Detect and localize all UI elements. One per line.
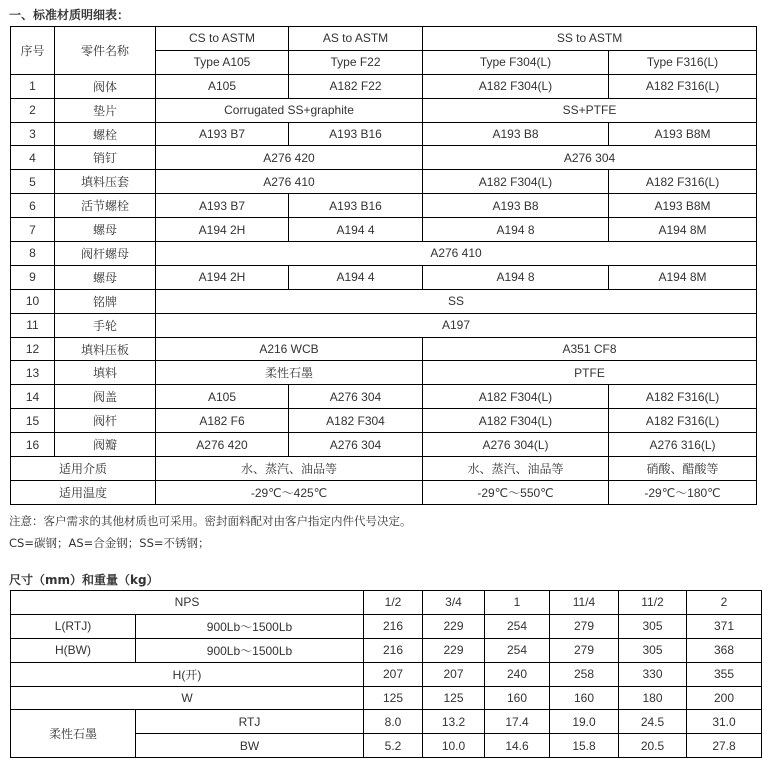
col-header-f22: Type F22: [289, 50, 423, 74]
value-cell: 14.6: [485, 734, 550, 758]
value-cell: 305: [619, 614, 687, 638]
l-rtj-class: 900Lb～1500Lb: [136, 614, 364, 638]
material-row: [11, 146, 757, 170]
row-number: 3: [11, 122, 55, 146]
value-cell: 8.0: [364, 710, 423, 734]
value-cell: 15.8: [550, 734, 619, 758]
material-cs-as: A276 420: [156, 146, 423, 170]
material-row: [11, 361, 757, 385]
value-cell: 355: [687, 662, 762, 686]
value-cell: 207: [364, 662, 423, 686]
material-ss304: A193 B8: [423, 122, 609, 146]
material-cs: A193 B7: [156, 122, 289, 146]
h-bw-row: [11, 638, 762, 662]
part-name: 阀瓣: [55, 433, 156, 457]
temp-label: 适用温度: [11, 480, 156, 504]
row-number: 10: [11, 289, 55, 313]
value-cell: 31.0: [687, 710, 762, 734]
col-header-cs: CS to ASTM: [156, 27, 289, 51]
row-number: 15: [11, 409, 55, 433]
graphite-rtj-row: [11, 710, 762, 734]
l-rtj-row: [11, 614, 762, 638]
dimensions-table: [10, 590, 762, 758]
note-line-1: 注意：客户需求的其他材质也可采用。密封面料配对由客户指定内件代号决定。: [9, 514, 412, 528]
material-row: [11, 385, 757, 409]
medium-ss304: 水、蒸汽、油品等: [423, 457, 609, 481]
col-header-a105: Type A105: [156, 50, 289, 74]
value-cell: 258: [550, 662, 619, 686]
size-cell: 1: [485, 591, 550, 615]
size-cell: 2: [687, 591, 762, 615]
row-number: 9: [11, 265, 55, 289]
temp-cs-as: -29℃～425℃: [156, 480, 423, 504]
material-row: [11, 98, 757, 122]
material-all: A276 410: [156, 242, 757, 266]
medium-ss316: 硝酸、醋酸等: [609, 457, 757, 481]
material-cs-as: A216 WCB: [156, 337, 423, 361]
h-open-label: H(开): [11, 662, 364, 686]
row-number: 6: [11, 194, 55, 218]
part-name: 填料: [55, 361, 156, 385]
material-as: A182 F304: [289, 409, 423, 433]
col-header-as: AS to ASTM: [289, 27, 423, 51]
part-name: 活节螺栓: [55, 194, 156, 218]
material-cs: A105: [156, 385, 289, 409]
size-cell: 11/4: [550, 591, 619, 615]
part-name: 螺母: [55, 218, 156, 242]
material-row: [11, 337, 757, 361]
material-all: A197: [156, 313, 757, 337]
material-row: [11, 122, 757, 146]
material-ss316: A182 F316(L): [609, 170, 757, 194]
value-cell: 207: [423, 662, 485, 686]
l-rtj-label: L(RTJ): [11, 614, 136, 638]
material-ss304: A193 B8: [423, 194, 609, 218]
part-name: 螺栓: [55, 122, 156, 146]
part-name: 铭牌: [55, 289, 156, 313]
material-ss304: A276 304(L): [423, 433, 609, 457]
value-cell: 180: [619, 686, 687, 710]
row-number: 14: [11, 385, 55, 409]
material-cs: A276 420: [156, 433, 289, 457]
material-row: [11, 170, 757, 194]
value-cell: 216: [364, 638, 423, 662]
value-cell: 279: [550, 638, 619, 662]
material-row: [11, 313, 757, 337]
material-ss316: A193 B8M: [609, 194, 757, 218]
value-cell: 371: [687, 614, 762, 638]
value-cell: 254: [485, 614, 550, 638]
h-bw-class: 900Lb～1500Lb: [136, 638, 364, 662]
part-name: 销钉: [55, 146, 156, 170]
material-row: [11, 265, 757, 289]
part-name: 阀体: [55, 74, 156, 98]
material-ss316: A182 F316(L): [609, 385, 757, 409]
material-ss304: A182 F304(L): [423, 409, 609, 433]
material-row: [11, 433, 757, 457]
material-as: A276 304: [289, 433, 423, 457]
material-row: [11, 409, 757, 433]
rtj-label: RTJ: [136, 710, 364, 734]
part-name: 填料压板: [55, 337, 156, 361]
material-as: A194 4: [289, 265, 423, 289]
section-title-dimensions: 尺寸（mm）和重量（kg）: [9, 573, 159, 587]
col-header-f304: Type F304(L): [423, 50, 609, 74]
w-row: [11, 686, 762, 710]
size-cell: 3/4: [423, 591, 485, 615]
value-cell: 27.8: [687, 734, 762, 758]
value-cell: 5.2: [364, 734, 423, 758]
h-bw-label: H(BW): [11, 638, 136, 662]
nps-row: [11, 591, 762, 615]
part-name: 阀杆螺母: [55, 242, 156, 266]
material-as: A193 B16: [289, 122, 423, 146]
part-name: 螺母: [55, 265, 156, 289]
material-ss: A351 CF8: [423, 337, 757, 361]
value-cell: 10.0: [423, 734, 485, 758]
material-all: SS: [156, 289, 757, 313]
material-ss304: A182 F304(L): [423, 74, 609, 98]
value-cell: 229: [423, 614, 485, 638]
value-cell: 216: [364, 614, 423, 638]
part-name: 阀盖: [55, 385, 156, 409]
row-number: 16: [11, 433, 55, 457]
material-cs: A194 2H: [156, 265, 289, 289]
value-cell: 279: [550, 614, 619, 638]
materials-table: [10, 26, 757, 505]
row-number: 12: [11, 337, 55, 361]
material-ss304: A194 8: [423, 265, 609, 289]
row-number: 5: [11, 170, 55, 194]
row-number: 11: [11, 313, 55, 337]
col-header-f316: Type F316(L): [609, 50, 757, 74]
medium-label: 适用介质: [11, 457, 156, 481]
material-cs-as: Corrugated SS+graphite: [156, 98, 423, 122]
value-cell: 125: [423, 686, 485, 710]
material-ss316: A182 F316(L): [609, 74, 757, 98]
size-cell: 11/2: [619, 591, 687, 615]
temp-ss304: -29℃～550℃: [423, 480, 609, 504]
material-ss316: A193 B8M: [609, 122, 757, 146]
col-header-part: 零件名称: [55, 27, 156, 75]
bw-label: BW: [136, 734, 364, 758]
material-row: [11, 242, 757, 266]
material-ss: A276 304: [423, 146, 757, 170]
material-row: [11, 289, 757, 313]
row-number: 8: [11, 242, 55, 266]
material-row: [11, 74, 757, 98]
material-row: [11, 194, 757, 218]
value-cell: 368: [687, 638, 762, 662]
material-cs-as: 柔性石墨: [156, 361, 423, 385]
row-number: 2: [11, 98, 55, 122]
material-ss316: A194 8M: [609, 265, 757, 289]
col-header-ss: SS to ASTM: [423, 27, 757, 51]
material-as: A182 F22: [289, 74, 423, 98]
material-row: [11, 218, 757, 242]
value-cell: 17.4: [485, 710, 550, 734]
value-cell: 125: [364, 686, 423, 710]
part-name: 填料压套: [55, 170, 156, 194]
temp-row: [11, 480, 757, 504]
part-name: 垫片: [55, 98, 156, 122]
material-ss304: A194 8: [423, 218, 609, 242]
material-ss304: A182 F304(L): [423, 385, 609, 409]
material-as: A276 304: [289, 385, 423, 409]
value-cell: 200: [687, 686, 762, 710]
part-name: 阀杆: [55, 409, 156, 433]
material-ss304: A182 F304(L): [423, 170, 609, 194]
value-cell: 330: [619, 662, 687, 686]
material-as: A193 B16: [289, 194, 423, 218]
material-ss316: A276 316(L): [609, 433, 757, 457]
col-header-no: 序号: [11, 27, 55, 75]
material-cs: A193 B7: [156, 194, 289, 218]
section-title-materials: 一、标准材质明细表：: [9, 8, 130, 22]
value-cell: 160: [550, 686, 619, 710]
value-cell: 19.0: [550, 710, 619, 734]
row-number: 13: [11, 361, 55, 385]
value-cell: 13.2: [423, 710, 485, 734]
material-cs: A194 2H: [156, 218, 289, 242]
material-ss: SS+PTFE: [423, 98, 757, 122]
header-row-1: [11, 27, 757, 51]
material-ss: PTFE: [423, 361, 757, 385]
value-cell: 229: [423, 638, 485, 662]
value-cell: 24.5: [619, 710, 687, 734]
value-cell: 305: [619, 638, 687, 662]
material-cs: A105: [156, 74, 289, 98]
material-ss316: A194 8M: [609, 218, 757, 242]
nps-label: NPS: [11, 591, 364, 615]
part-name: 手轮: [55, 313, 156, 337]
material-as: A194 4: [289, 218, 423, 242]
value-cell: 160: [485, 686, 550, 710]
size-cell: 1/2: [364, 591, 423, 615]
value-cell: 254: [485, 638, 550, 662]
row-number: 4: [11, 146, 55, 170]
medium-row: [11, 457, 757, 481]
row-number: 1: [11, 74, 55, 98]
temp-ss316: -29℃～180℃: [609, 480, 757, 504]
row-number: 7: [11, 218, 55, 242]
w-label: W: [11, 686, 364, 710]
value-cell: 240: [485, 662, 550, 686]
h-open-row: [11, 662, 762, 686]
note-line-2: CS=碳钢；AS=合金钢；SS=不锈钢；: [9, 536, 210, 550]
medium-cs-as: 水、蒸汽、油品等: [156, 457, 423, 481]
value-cell: 20.5: [619, 734, 687, 758]
material-ss316: A182 F316(L): [609, 409, 757, 433]
graphite-label: 柔性石墨: [11, 710, 136, 758]
material-cs: A182 F6: [156, 409, 289, 433]
material-cs-as: A276 410: [156, 170, 423, 194]
